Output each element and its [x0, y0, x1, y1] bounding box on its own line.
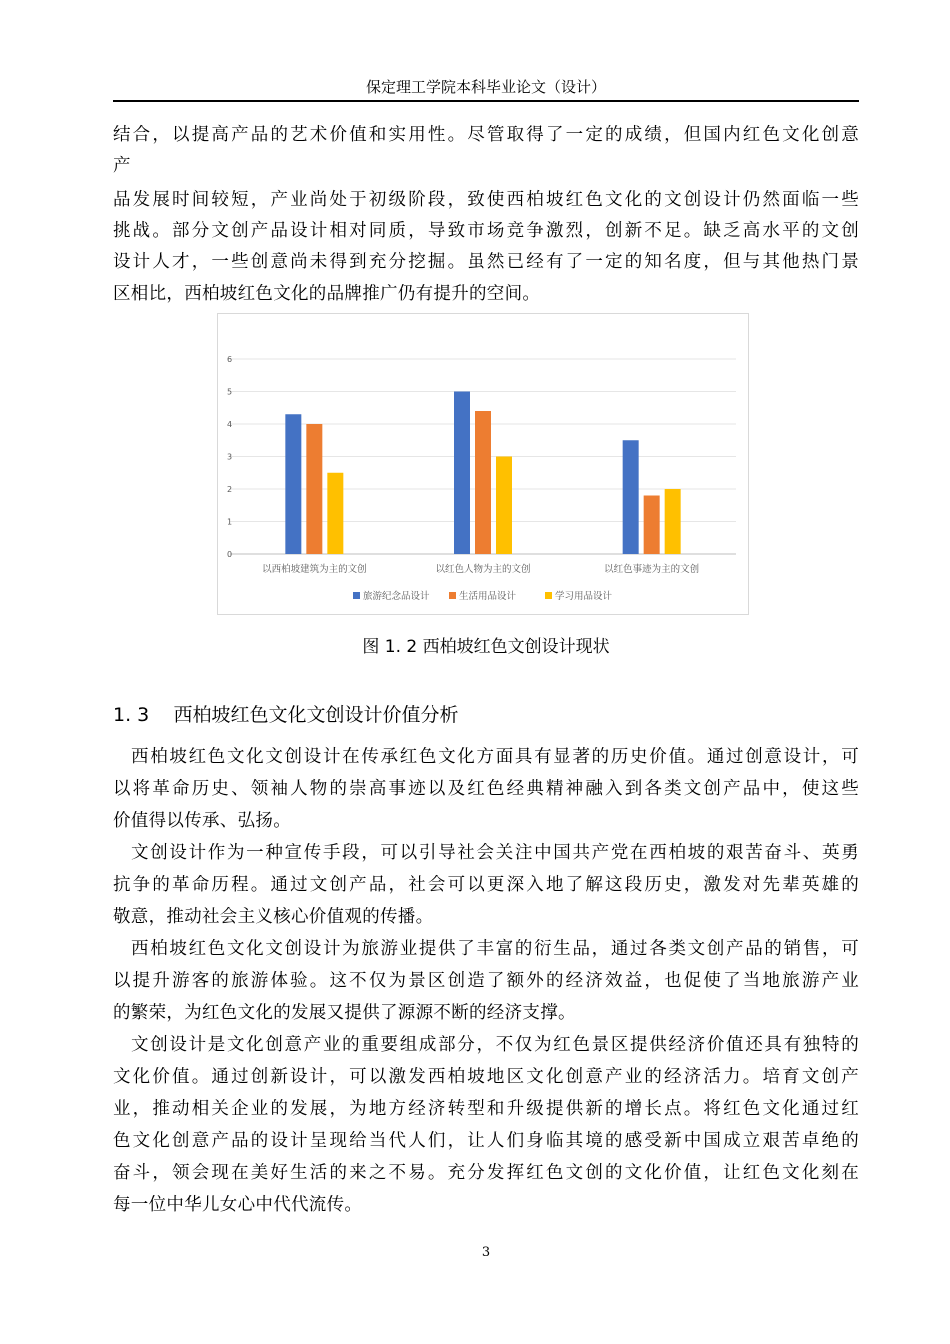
y-tick-label: 3 [227, 452, 233, 462]
section-title: 西柏坡红色文化文创设计价值分析 [173, 704, 459, 726]
text-line: 设计人才，一些创意尚未得到充分挖掘。虽然已经有了一定的知名度，但与其他热门景 [113, 252, 859, 272]
text-line: 业，推动相关企业的发展，为地方经济转型和升级提供新的增长点。将红色文化通过红 [113, 1099, 859, 1119]
y-tick-label: 0 [227, 550, 233, 559]
bar [327, 473, 343, 554]
y-tick-label: 5 [227, 387, 233, 397]
text-line: 文创设计作为一种宣传手段，可以引导社会关注中国共产党在西柏坡的艰苦奋斗、英勇 [131, 843, 859, 863]
bar [306, 424, 322, 554]
bar [496, 457, 512, 555]
text-line: 产 [113, 156, 131, 176]
legend-label: 学习用品设计 [555, 591, 613, 602]
page-header: 保定理工学院本科毕业论文（设计） [365, 78, 606, 96]
bar [475, 411, 491, 554]
text-line: 奋斗，领会现在美好生活的来之不易。充分发挥红色文创的文化价值，让红色文化刻在 [113, 1163, 859, 1183]
legend-label: 生活用品设计 [459, 591, 517, 602]
chart-svg [218, 314, 748, 614]
bar [454, 392, 470, 555]
legend-swatch [545, 592, 552, 599]
page-number: 3 [481, 1245, 491, 1260]
bar-chart [217, 313, 749, 615]
section-number: 1. 3 [113, 704, 150, 726]
text-line: 品发展时间较短，产业尚处于初级阶段，致使西柏坡红色文化的文创设计仍然面临一些 [113, 190, 859, 210]
text-line: 的繁荣，为红色文化的发展又提供了源源不断的经济支撑。 [113, 1003, 576, 1023]
bar [665, 489, 681, 554]
text-line: 色文化创意产品的设计呈现给当代人们，让人们身临其境的感受新中国成立艰苦卓绝的 [113, 1131, 859, 1151]
text-line: 价值得以传承、弘扬。 [113, 811, 291, 831]
text-line: 抗争的革命历程。通过文创产品，社会可以更深入地了解这段历史，激发对先辈英雄的 [113, 875, 859, 895]
section-heading [113, 700, 458, 727]
text-line: 以将革命历史、领袖人物的崇高事迹以及红色经典精神融入到各类文创产品中，使这些 [113, 779, 859, 799]
y-tick-label: 4 [227, 420, 233, 429]
bar [623, 440, 639, 554]
bar [285, 414, 301, 554]
text-line: 西柏坡红色文化文创设计为旅游业提供了丰富的衍生品，通过各类文创产品的销售，可 [131, 939, 859, 959]
text-line: 挑战。部分文创产品设计相对同质，导致市场竞争激烈，创新不足。缺乏高水平的文创 [113, 221, 859, 241]
y-tick-label: 1 [227, 517, 233, 527]
text-line: 以提升游客的旅游体验。这不仅为景区创造了额外的经济效益，也促使了当地旅游产业 [113, 971, 859, 991]
bar [644, 496, 660, 555]
text-line: 文创设计是文化创意产业的重要组成部分，不仅为红色景区提供经济价值还具有独特的 [131, 1035, 859, 1055]
text-line: 敬意，推动社会主义核心价值观的传播。 [113, 907, 434, 927]
legend-swatch [449, 592, 456, 599]
x-category-label: 以红色人物为主的文创 [435, 564, 531, 575]
x-category-label: 以红色事迹为主的文创 [604, 564, 700, 575]
y-tick-label: 6 [227, 355, 233, 364]
text-line: 区相比，西柏坡红色文化的品牌推广仍有提升的空间。 [113, 284, 541, 304]
x-category-label: 以西柏坡建筑为主的文创 [262, 564, 367, 575]
figure-caption: 图 1. 2 西柏坡红色文创设计现状 [362, 637, 610, 657]
legend-label: 旅游纪念品设计 [363, 591, 430, 602]
header-rule [113, 100, 859, 102]
legend-swatch [353, 592, 360, 599]
text-line: 每一位中华儿女心中代代流传。 [113, 1195, 363, 1215]
text-line: 文化价值。通过创新设计，可以激发西柏坡地区文化创意产业的经济活力。培育文创产 [113, 1067, 859, 1087]
text-line: 西柏坡红色文化文创设计在传承红色文化方面具有显著的历史价值。通过创意设计，可 [131, 747, 859, 767]
text-line: 结合，以提高产品的艺术价值和实用性。尽管取得了一定的成绩，但国内红色文化创意 [113, 125, 859, 145]
y-tick-label: 2 [227, 485, 233, 494]
